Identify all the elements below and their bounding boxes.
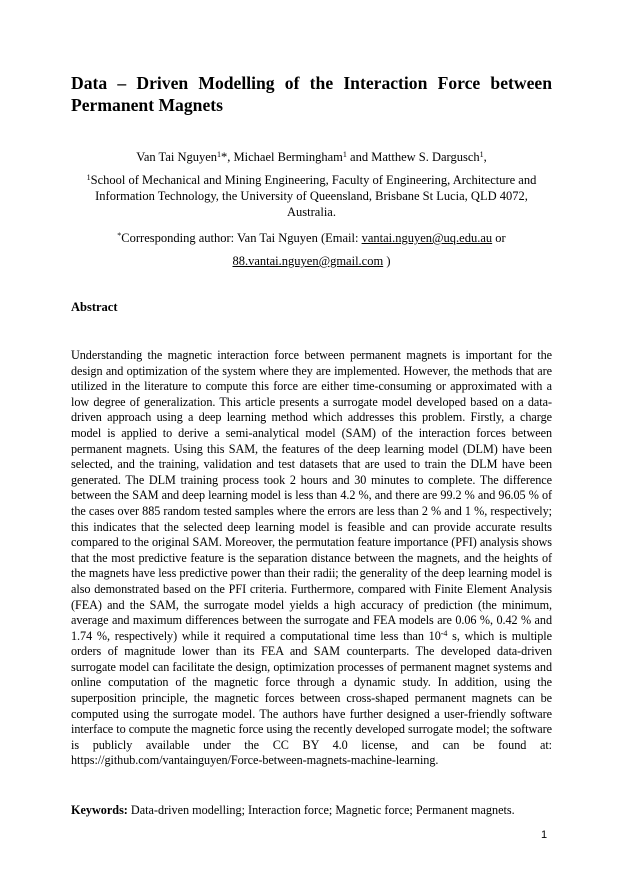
author-list-end: , <box>483 150 487 164</box>
page-number: 1 <box>541 829 548 841</box>
corresponding-mark: *, <box>221 150 234 164</box>
author-separator: and <box>346 150 372 164</box>
corresponding-close: ) <box>383 254 391 268</box>
author-affiliation-mark: 1 <box>342 150 347 159</box>
affiliation-text: School of Mechanical and Mining Engineering, Faculty of Engineering, Architecture and Information Technology, the University of Queensland, Brisbane St Lucia, QLD 4072, Australia. <box>90 173 537 219</box>
author-name: Michael Bermingham <box>233 150 343 164</box>
keywords-text: Data-driven modelling; Interaction force; Magnetic force; Permanent magnets. <box>127 803 515 817</box>
keywords-label: Keywords: <box>71 803 128 817</box>
corresponding-author <box>71 230 552 246</box>
abstract-exponent: -4 <box>440 628 448 638</box>
keywords <box>71 803 552 819</box>
author-affiliation-mark: 1 <box>479 150 484 159</box>
affiliation-mark: 1 <box>86 173 91 182</box>
title-line-1: Data – Driven Modelling of the Interaction Force between <box>71 73 552 93</box>
abstract-part-2: s, which is multiple orders of magnitude lower than its FEA and SAM counterparts. The developed data-driven surrogate model can facilitate the design, optimization processes of permanent magnet systems and online computation of the magnetic force through a dynamic study. In addition, using the superposition principle, the magnetic forces between cross-shaped permanent magnets can be computed using the surrogate model. The authors have further designed a user-friendly software interface to compute the magnetic force using the recently developed surrogate model; the software is publicly available under the CC BY 4.0 license, and can be found at: https://github.com/vantainguyen/Force-between-magnets-machine-learning. <box>71 628 553 768</box>
author-list <box>71 149 552 165</box>
paper-title <box>71 72 552 116</box>
corresponding-author-line-2 <box>71 253 552 269</box>
author-affiliation-mark: 1 <box>217 150 222 159</box>
author-name: Matthew S. Dargusch <box>371 150 480 164</box>
abstract-heading: Abstract <box>71 300 118 314</box>
abstract-text <box>71 348 552 769</box>
affiliation <box>71 172 552 220</box>
email-link[interactable]: vantai.nguyen@uq.edu.au <box>361 231 493 245</box>
corresponding-mark: * <box>117 231 122 240</box>
corresponding-prefix: Corresponding author: Van Tai Nguyen (Email: <box>121 231 362 245</box>
abstract-part-1: Understanding the magnetic interaction force between permanent magnets is important for the design and optimization of the system where they are implemented. However, the methods that are utilized in the literature to compute this force are either time-consuming or approximated with a low degree of generalization. This article presents a surrogate model developed based on a data-driven approach using a deep learning method which addresses this problem. Firstly, a charge model is applied to derive a semi-analytical model (SAM) of the interaction forces between permanent magnets. Using this SAM, the features of the deep learning model (DLM) have been selected, and the training, validation and test datasets that are used to train the DLM have been generated. The DLM training process took 2 hours and 30 minutes to complete. The difference between the SAM and deep learning model is less than 4.2 %, and there are 99.2 % and 96.05 % of the cases over 885 random tested samples where the errors are less than 2 % and 1 %, respectively; this indicates that the selected deep learning model is feasible and can provide accurate results compared to the original SAM. Moreover, the permutation feature importance (PFI) analysis shows that the most predictive feature is the separation distance between the magnets, and the heights of the magnets have less predictive power than their radii; the generality of the deep learning model is also demonstrated based on the PFI criteria. Furthermore, compared with Finite Element Analysis (FEA) and the SAM, the surrogate model yields a high accuracy of prediction (the minimum, average and maximum differences between the surrogate and FEA models are 0.06 %, 0.42 % and 1.74 %, respectively) while it required a computational time less than 10 <box>71 348 552 643</box>
title-line-2: Permanent Magnets <box>71 95 223 115</box>
author-name: Van Tai Nguyen <box>136 150 218 164</box>
email-link[interactable]: 88.vantai.nguyen@gmail.com <box>232 254 384 268</box>
corresponding-or: or <box>492 231 506 245</box>
